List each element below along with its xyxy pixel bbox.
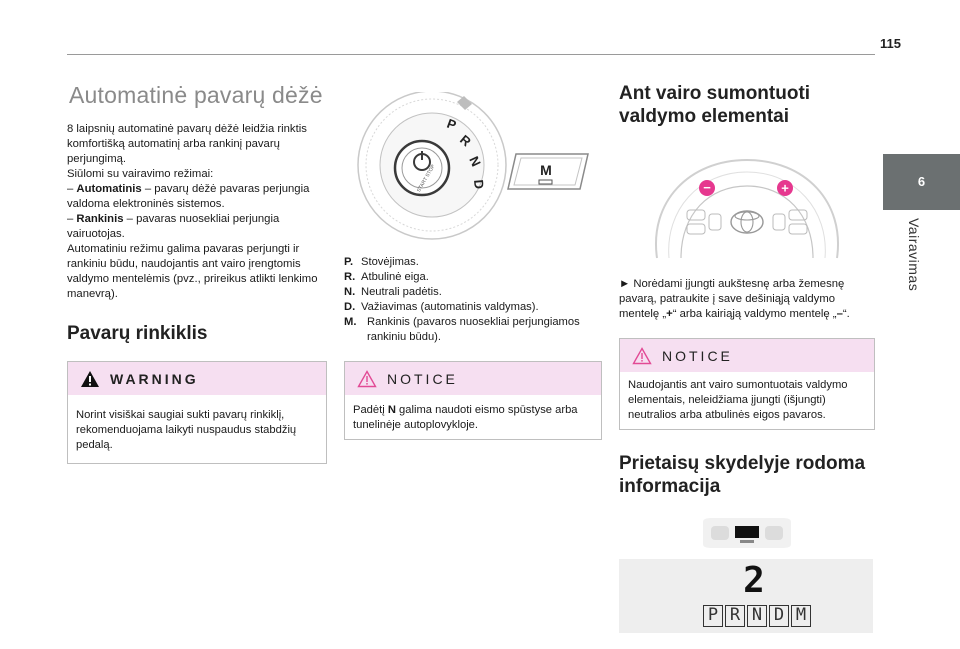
warning-text: Norint visiškai saugiai sukti pavarų rinkiklį, rekomenduojama laikyti nuspaudus stabdžių pedalą. [76,409,297,451]
gear-description: Važiavimas (automatinis valdymas). [361,301,539,313]
display-letter-n: N [747,605,767,627]
mode-auto-text: – pavarų dėžė pavaras perjungia valdoma elektroninės sistemos. [67,183,310,210]
knob-letter-p: P [444,115,459,133]
gear-description: Neutrali padėtis. [361,286,442,298]
display-letter-d: D [769,605,789,627]
gear-description: Atbulinė eiga. [361,271,429,283]
gear-description: Rankinis (pavaros nuosekliai perjungiamos rankiniu būdu). [367,316,580,343]
gear-description: Stovėjimas. [361,256,419,268]
automatic-manual-paddles-paragraph: Automatiniu režimu galima pavaras perjungti ir rankiniu būdu, naudojantis ant vairo įrengtomis valdymo mentelėmis (pvz., prireikus atlikti lenkimo manevrą). [67,243,318,300]
notice-text-before: Padėtį [353,404,388,416]
wheel-rim [656,160,838,258]
notice-icon [632,347,652,365]
knob-letter-n: N [466,153,484,169]
notice-text-bold: N [387,404,396,416]
header-rule [67,54,875,55]
mode-automatic [67,182,327,212]
notice-text [345,395,601,439]
gear-display-panel [619,559,873,633]
knob-letter-r: R [457,131,474,150]
paddle-instruction [619,277,875,322]
mode-manual-name: Rankinis [76,213,124,225]
right-paddle-plus-label: + [781,180,789,196]
gear-positions-list [344,255,602,345]
instruction-before: ► Norėdami įjungti aukštesnę arba žemesnę pavarą, patraukite į save dešiniąją valdymo mentelę „ [619,278,845,320]
gear-display-letters [703,605,811,627]
section-title-gear-selector: Pavarų rinkiklis [67,323,208,344]
gear-row-d [344,300,602,315]
mode-auto-name: Automatinis [76,183,142,195]
mode-manual-text: – pavaras nuosekliai perjungia vairuotojas. [67,213,280,240]
intro-paragraph: 8 laipsnių automatinė pavarų dėžė leidžia rinktis komfortišką automatinį arba rankinį pavarų perjungimą. [67,123,307,165]
warning-icon [80,370,100,388]
chapter-tab[interactable]: 6 [883,154,960,210]
notice-icon [357,370,377,388]
instruction-plus: + [666,308,673,320]
start-stop-text: START STOP [416,163,437,194]
notice-label: NOTICE [387,370,458,387]
notice-header [345,362,601,395]
display-letter-m: M [791,605,811,627]
instruction-after: “. [842,308,850,320]
column-steering-controls [619,82,875,633]
column-gear-selector [344,92,602,440]
notice-header [620,339,874,372]
steering-wheel-illustration [619,142,875,262]
notice-text-after: galima naudoti eismo spūstyse arba tunelinėje autoplovykloje. [353,404,578,431]
mode-manual [67,212,327,242]
display-letter-r: R [725,605,745,627]
warning-box [67,361,327,464]
gear-key: D. [344,301,356,313]
column-automatic-gearbox [67,82,327,464]
gear-row-m [344,315,602,345]
modes-intro: Siūlomi su vairavimo režimai: [67,168,214,180]
notice-label: NOTICE [662,347,733,364]
instrument-panel-icon [619,516,875,552]
left-paddle-minus-label: − [703,180,711,195]
section-title-automatic-gearbox: Automatinė pavarų dėžė [69,82,323,108]
mode-auto-prefix: – [67,183,77,195]
warning-label: WARNING [110,370,199,387]
notice-box-neutral [344,361,602,440]
page-number: 115 [880,36,901,51]
gear-selector-illustration [344,92,602,242]
gear-row-n [344,285,602,300]
warning-header [68,362,326,395]
gear-row-r [344,270,602,285]
mode-manual-prefix: – [67,213,77,225]
knob-letter-d: D [471,178,487,190]
chapter-title: Vairavimas [906,218,922,292]
gear-key: P. [344,256,354,268]
section-title-instrument-panel: Prietaisų skydelyje rodoma informacija [619,453,866,497]
gear-key: N. [344,286,356,298]
gear-display-number: 2 [743,560,765,601]
instruction-minus: – [836,308,843,320]
section-title-steering-controls: Ant vairo sumontuoti valdymo elementai [619,83,811,127]
notice-box-paddles [619,338,875,430]
gear-key: M. [344,316,357,328]
gear-key: R. [344,271,356,283]
notice-text: Naudojantis ant vairo sumontuotais valdymo elementais, neleidžiama įjungti (išjungti) neutralios arba atbulinės eigos pavaros. [628,379,848,421]
m-button-label: M [540,162,552,178]
display-letter-p: P [703,605,723,627]
gear-row-p [344,255,602,270]
instruction-mid: “ arba kairiąją valdymo mentelę „ [672,308,837,320]
